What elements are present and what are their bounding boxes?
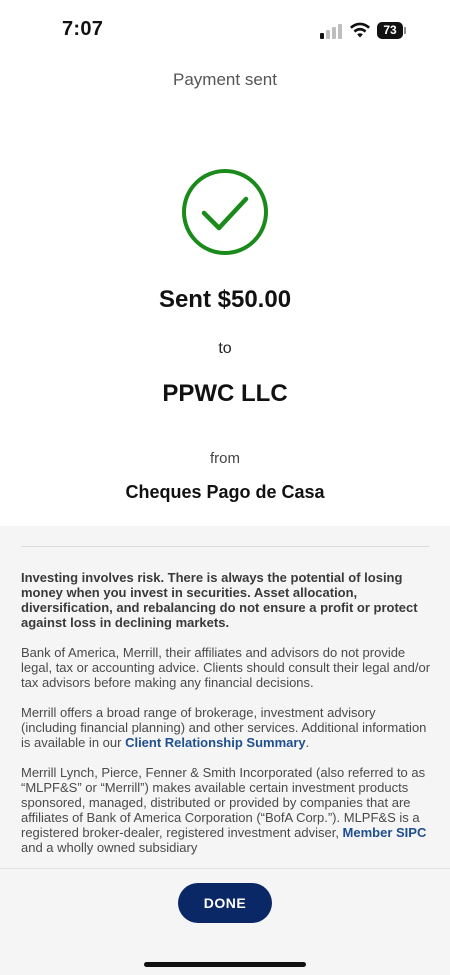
disclosure-text [21, 570, 431, 868]
services-disclosure [21, 705, 431, 750]
checkmark-circle-icon [181, 168, 269, 256]
payee-name: PPWC LLC [162, 380, 288, 407]
done-button[interactable]: DONE [178, 883, 272, 923]
footer-divider [0, 868, 450, 869]
page-title: Payment sent [173, 70, 277, 89]
disclosure-section[interactable] [0, 526, 450, 868]
divider [21, 546, 429, 547]
risk-disclosure: Investing involves risk. There is always the potential of losing money when you invest in securities. Asset allocation, diversification, and rebalancing do not ensure a profit or protect against loss in declining markets. [21, 570, 418, 630]
cellular-signal-icon [320, 23, 342, 39]
to-label: to [218, 340, 232, 357]
source-account: Cheques Pago de Casa [125, 482, 325, 502]
from-label: from [210, 450, 240, 467]
services-disclosure-text: Merrill offers a broad range of brokerage, investment advisory (including financial planning) and other services. Additional information is available in our [21, 705, 427, 750]
status-bar [0, 0, 450, 60]
member-sipc-link[interactable]: Member SIPC [342, 825, 427, 840]
home-indicator[interactable] [144, 962, 306, 967]
footer [0, 868, 450, 975]
mlpfs-disclosure [21, 765, 431, 855]
client-relationship-summary-link[interactable]: Client Relationship Summary [125, 735, 306, 750]
battery-level: 73 [377, 22, 403, 39]
mlpfs-disclosure-text: Merrill Lynch, Pierce, Fenner & Smith Incorporated (also referred to as “MLPF&S” or “Merrill”) makes available certain investment products sponsored, managed, distributed or provided by companies that are affiliates of Bank of America Corporation (“BofA Corp.”). MLPF&S is a registered broker-dealer, registered investment adviser, [21, 765, 426, 840]
battery-icon [377, 22, 407, 39]
mlpfs-disclosure-end: and a wholly owned subsidiary [21, 840, 198, 855]
advice-disclosure: Bank of America, Merrill, their affiliates and advisors do not provide legal, tax or accounting advice. Clients should consult their legal and/or tax advisors before making any financial decisions. [21, 645, 431, 690]
wifi-icon [349, 21, 371, 39]
status-time: 7:07 [62, 18, 104, 40]
services-disclosure-end: . [305, 735, 310, 750]
sent-amount: Sent $50.00 [158, 286, 292, 313]
